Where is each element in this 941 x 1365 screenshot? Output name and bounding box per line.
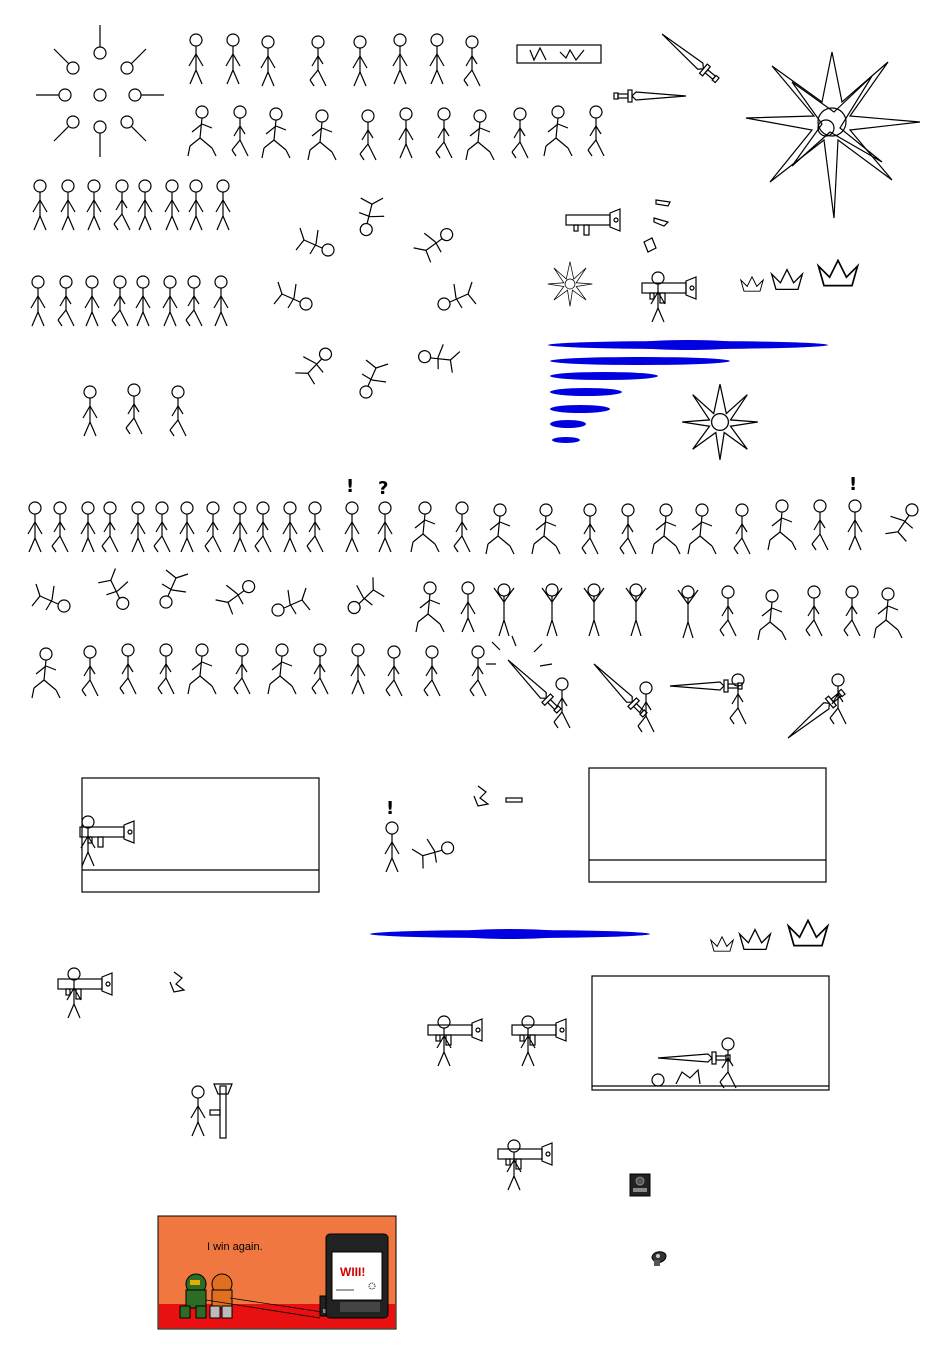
crown-icon: [711, 920, 828, 951]
tv-screen-text: WIII!: [340, 1265, 366, 1279]
bazooka-man: [58, 968, 112, 1018]
bazooka-man: [498, 1140, 552, 1190]
sword-icon: [658, 29, 721, 84]
controller-icon: [652, 1252, 666, 1266]
explosion-icon: [548, 262, 593, 307]
bazooka-man: [642, 272, 696, 322]
sword-icon: [614, 90, 686, 102]
exclaim-mark: !: [849, 474, 858, 495]
tv-screen: [326, 1234, 388, 1318]
bazooka-icon: [566, 209, 620, 235]
tumble-figures: [274, 194, 476, 398]
explosion-icon: [682, 384, 758, 460]
sword-swing-sequence: [486, 636, 847, 743]
surprise-figures: [385, 822, 456, 873]
hit-figures: [83, 384, 186, 436]
idle-figures-row: [189, 34, 480, 86]
exclaim-mark: !: [346, 476, 355, 497]
comic-panel: [158, 1216, 396, 1329]
sword-frame-box: [517, 45, 601, 63]
scene-frame-sword: [592, 976, 829, 1090]
shell-fragments: [474, 786, 522, 806]
combat-figures-row: [32, 644, 486, 698]
energy-blade-stack: [548, 340, 828, 443]
shell-fragments: [644, 200, 670, 252]
idle-figures-grid: [31, 180, 230, 326]
scene-frame-bazooka: [80, 778, 319, 892]
explosion-icon: [746, 52, 920, 218]
sword-icon: [670, 680, 742, 692]
bazooka-duo: [428, 1016, 566, 1066]
scene-frame-empty: [589, 768, 826, 882]
glow-lines: [486, 636, 552, 666]
exclaim-mark: !: [386, 798, 395, 819]
shell-fragment: [170, 972, 184, 992]
knockback-figures-row: [32, 566, 902, 640]
fight-figures-row: [188, 106, 604, 160]
sword-icon: [504, 656, 563, 715]
radial-heads-icon: [36, 25, 164, 157]
console-icon: [630, 1174, 650, 1196]
reaction-figures-row: [28, 500, 919, 554]
comic-caption: I win again.: [207, 1241, 263, 1253]
figure-with-bazooka-upright: [191, 1084, 232, 1138]
energy-blade-core: [450, 929, 570, 939]
question-mark: ?: [378, 478, 389, 499]
crown-icon: [741, 260, 858, 291]
